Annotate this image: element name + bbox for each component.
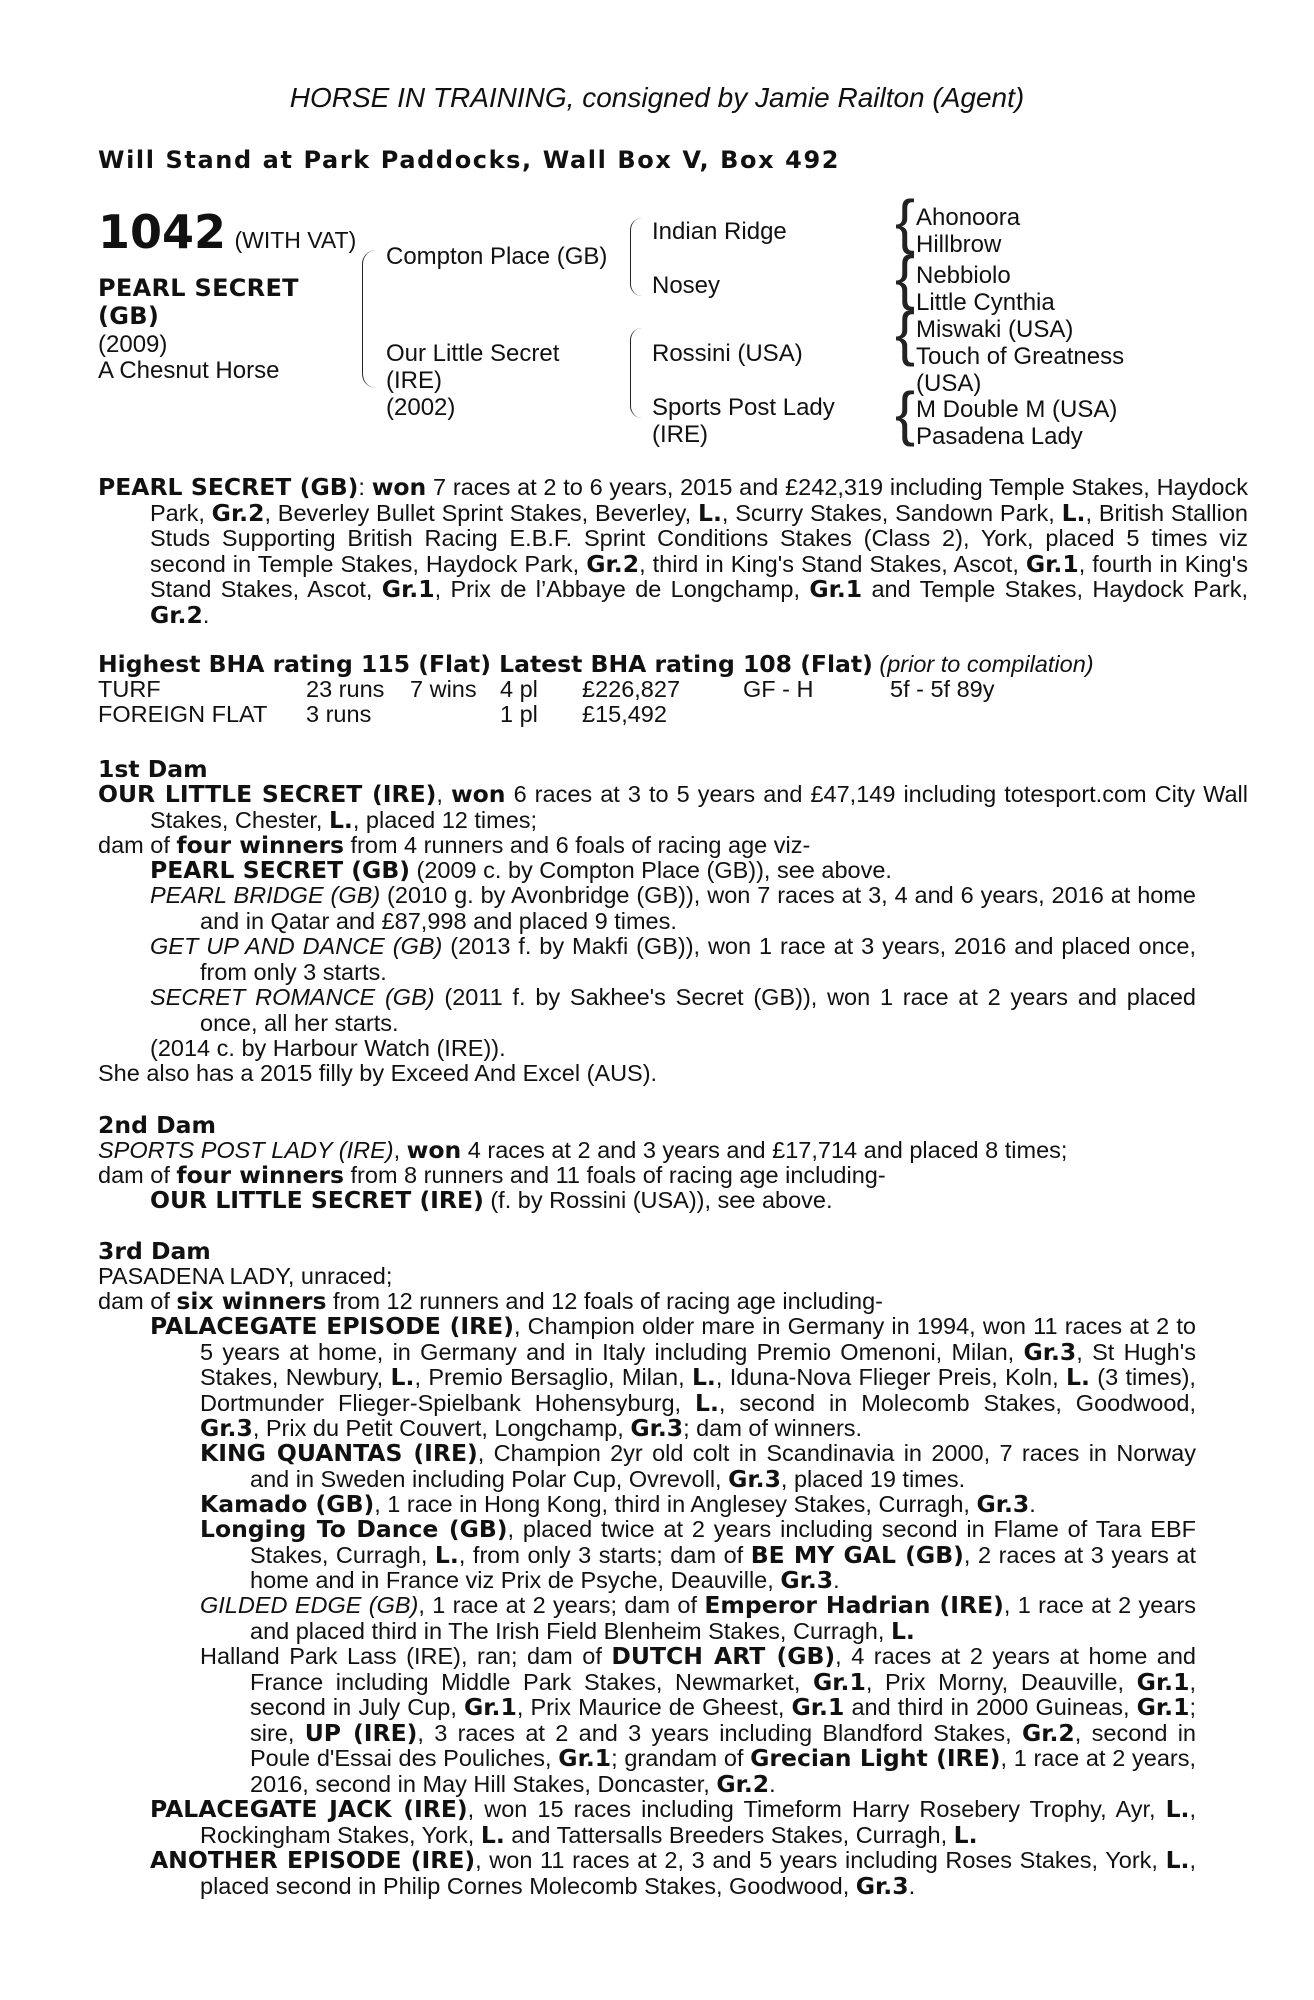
vat-label: (WITH VAT) [234,227,357,253]
dam2-offspring-1: OUR LITTLE SECRET (IRE) (f. by Rossini (USA)), see above. [150,1186,833,1214]
dam3-king-quantas: KING QUANTAS (IRE), Champion 2yr old colt in Scandinavia in 2000, 7 races in Norway and in Sweden including Polar Cup, Ovrevoll, Gr.3, placed 19 times. [200,1439,1196,1493]
pedigree-sire-sire: Indian Ridge [652,218,787,245]
pedigree-bracket-ss: { [895,188,916,255]
pedigree-sss: Ahonoora Hillbrow [916,204,1021,258]
lot-number: 1042 [98,205,227,259]
horse-year: (2009) [98,331,168,358]
pedigree-bracket-main [362,250,377,388]
rating-turf-row: TURF 23 runs 7 wins 4 pl £226,827 GF - H 5f - 5f 89y [98,676,995,702]
dam1-dam-of: dam of four winners from 4 runners and 6 foals of racing age viz- [98,831,811,859]
pedigree-sire-dam: Nosey [652,272,721,299]
pedigree-bracket-ds: { [895,300,916,367]
horse-description: A Chesnut Horse [98,357,280,384]
dam2-record: SPORTS POST LADY (IRE), won 4 races at 2 and 3 years and £17,714 and placed 8 times; [98,1136,1068,1164]
dam2-dam-of: dam of four winners from 8 runners and 11 foals of racing age including- [98,1161,886,1189]
dam3-kamado: Kamado (GB), 1 race in Hong Kong, third in Anglesey Stakes, Curragh, Gr.3. [200,1490,1036,1518]
dam3-longing-to-dance: Longing To Dance (GB), placed twice at 2 years including second in Flame of Tara EBF Stakes, Curragh, L., from only 3 starts; dam of BE MY GAL (GB), 2 races at 3 years at home and in France viz Prix de Psyche, Deauville, Gr.3. [200,1515,1196,1594]
dam3-palacegate-jack: PALACEGATE JACK (IRE), won 15 races including Timeform Harry Rosebery Trophy, Ayr, L., Rockingham Stakes, York, L. and Tattersalls Breeders Stakes, Curragh, L. [150,1795,1197,1849]
storage-location: Will Stand at Park Paddocks, Wall Box V, Box 492 [98,146,841,174]
dam1-offspring-2: PEARL BRIDGE (GB) (2010 g. by Avonbridge (GB)), won 7 races at 3, 4 and 6 years, 2016 at home and in Qatar and £87,998 and placed 9 times. [150,882,1196,934]
dam1-offspring-3: GET UP AND DANCE (GB) (2013 f. by Makfi (GB)), won 1 race at 3 years, 2016 and placed once, from only 3 starts. [150,933,1197,985]
pedigree-bracket-dam [630,328,643,418]
dam3-another-episode: ANOTHER EPISODE (IRE), won 11 races at 2, 3 and 5 years including Roses Stakes, York, L., placed second in Philip Cornes Molecomb Stakes, Goodwood, Gr.3. [150,1846,1196,1900]
dam2-heading: 2nd Dam [98,1111,216,1139]
dam3-heading: 3rd Dam [98,1237,211,1265]
pedigree-sire: Compton Place (GB) [386,243,608,270]
dam1-offspring-4: SECRET ROMANCE (GB) (2011 f. by Sakhee's Secret (GB)), won 1 race at 2 years and placed once, all her starts. [150,984,1196,1036]
pedigree-dds: M Double M (USA) Pasadena Lady [916,396,1118,450]
pedigree-dam: Our Little Secret (IRE) (2002) [386,340,560,421]
rating-foreign-row: FOREIGN FLAT 3 runs 1 pl £15,492 [98,701,667,727]
dam3-halland-park-lass: Halland Park Lass (IRE), ran; dam of DUTCH ART (GB), 4 races at 2 years at home and France including Middle Park Stakes, Newmarket, Gr.1, Prix Morny, Deauville, Gr.1, second in July Cup, Gr.1, Prix Maurice de Gheest, Gr.1 and third in 2000 Guineas, Gr.1; sire, UP (IRE), 3 races at 2 and 3 years including Blandford Stakes, Gr.2, second in Poule d'Essai des Pouliches, Gr.1; grandam of Grecian Light (IRE), 1 race at 2 years, 2016, second in May Hill Stakes, Doncaster, Gr.2. [200,1642,1196,1798]
pedigree-dam-sire: Rossini (USA) [652,340,803,367]
pedigree-bracket-dd: { [895,380,916,447]
dam3-line1: PASADENA LADY, unraced; [98,1263,393,1289]
page-header: HORSE IN TRAINING, consigned by Jamie Railton (Agent) [289,82,1025,113]
dam1-heading: 1st Dam [98,755,208,783]
pedigree-bracket-sd: { [895,244,916,311]
race-record: PEARL SECRET (GB): won 7 races at 2 to 6 years, 2015 and £242,319 including Temple Stakes, Haydock Park, Gr.2, Beverley Bullet Sprint Stakes, Beverley, L., Scurry Stakes, Sandown Park, L., British Stallion Studs Supporting British Racing E.B.F. Sprint Conditions Stakes (Class 2), York, placed 5 times viz second in Temple Stakes, Haydock Park, Gr.2, third in King's Stand Stakes, Ascot, Gr.1, fourth in King's Stand Stakes, Ascot, Gr.1, Prix de l’Abbaye de Longchamp, Gr.1 and Temple Stakes, Haydock Park, Gr.2. [98,473,1249,629]
pedigree-bracket-sire [630,218,643,296]
dam1-filly-note: She also has a 2015 filly by Exceed And Excel (AUS). [98,1060,658,1086]
dam1-record: OUR LITTLE SECRET (IRE), won 6 races at 3 to 5 years and £47,149 including totesport.com City Wall Stakes, Chester, L., placed 12 times; [98,780,1248,834]
pedigree-dam-dam: Sports Post Lady (IRE) [652,394,835,448]
pedigree-dss: Miswaki (USA) Touch of Greatness (USA) [916,316,1125,397]
dam3-dam-of: dam of six winners from 12 runners and 12 foals of racing age including- [98,1287,883,1315]
dam3-palacegate-episode: PALACEGATE EPISODE (IRE), Champion older mare in Germany in 1994, won 11 races at 2 to 5 years at home, in Germany and in Italy including Premio Omenoni, Milan, Gr.3, St Hugh's Stakes, Newbury, L., Premio Bersaglio, Milan, L., Iduna-Nova Flieger Preis, Koln, L. (3 times), Dortmunder Flieger-Spielbank Hohensyburg, L., second in Molecomb Stakes, Goodwood, Gr.3, Prix du Petit Couvert, Longchamp, Gr.3; dam of winners. [150,1312,1196,1442]
lot-number-line [98,205,356,259]
pedigree-sds: Nebbiolo Little Cynthia [916,262,1055,316]
dam1-offspring-1: PEARL SECRET (GB) (2009 c. by Compton Place (GB)), see above. [150,856,892,884]
dam3-gilded-edge: GILDED EDGE (GB), 1 race at 2 years; dam of Emperor Hadrian (IRE), 1 race at 2 years and placed third in The Irish Field Blenheim Stakes, Curragh, L. [200,1591,1196,1645]
horse-name: PEARL SECRET (GB) [98,274,299,330]
dam1-offspring-5: (2014 c. by Harbour Watch (IRE)). [150,1035,506,1061]
rating-line: Highest BHA rating 115 (Flat) Latest BHA rating 108 (Flat) (prior to compilation) [98,650,1094,678]
